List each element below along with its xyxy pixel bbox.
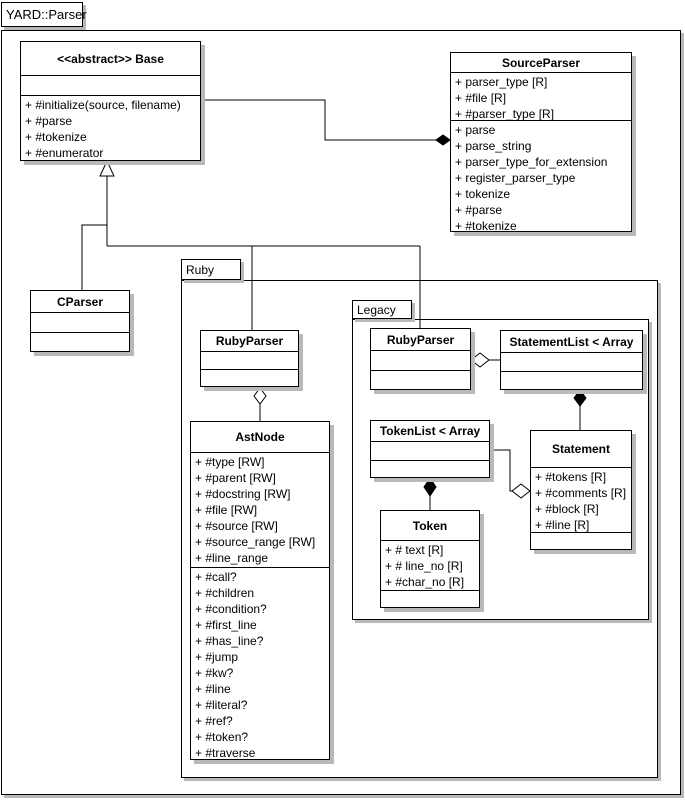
methods-compartment-statement-list (501, 372, 642, 389)
class-name-ast-node: AstNode (191, 422, 329, 453)
member-row: + #file [RW] (195, 503, 258, 517)
package-ruby-tab (181, 259, 241, 280)
member-row: + #literal? (195, 698, 248, 712)
package-legacy-tab (352, 300, 412, 319)
member-row: + #tokenize (25, 130, 87, 144)
class-name-source-parser: SourceParser (451, 53, 631, 73)
attributes-compartment-legacy-ruby-parser (371, 351, 470, 371)
class-name-c-parser: CParser (31, 291, 129, 313)
methods-compartment-statement (531, 533, 631, 549)
methods-compartment-source-parser (451, 121, 631, 231)
methods-compartment-token (381, 591, 479, 607)
package-legacy-label: Legacy (357, 302, 396, 317)
member-row: + #call? (195, 570, 237, 584)
member-row: + #kw? (195, 666, 234, 680)
member-row: + tokenize (455, 187, 511, 201)
member-row: + #file [R] (455, 91, 507, 105)
class-box-token (380, 510, 480, 608)
member-row: + parse (455, 123, 496, 137)
member-row: + #line_range (195, 551, 269, 565)
member-row: + #token? (195, 730, 249, 744)
member-row: + #traverse (195, 746, 256, 759)
member-row: + # line_no [R] (385, 559, 463, 573)
member-row: + #ref? (195, 714, 233, 728)
methods-compartment-base (21, 96, 200, 160)
member-row: + parser_type_for_extension (455, 155, 608, 169)
member-row: + #source [RW] (195, 519, 278, 533)
class-box-base (20, 41, 201, 161)
class-name-statement: Statement (531, 431, 631, 468)
methods-compartment-c-parser (31, 333, 129, 351)
attributes-compartment-source-parser (451, 73, 631, 121)
attributes-compartment-ast-node (191, 453, 329, 568)
member-row: + #block [R] (535, 502, 599, 516)
class-name-statement-list: StatementList < Array (501, 331, 642, 353)
member-row: + #type [RW] (195, 455, 265, 469)
attributes-compartment-token-list (371, 442, 489, 461)
member-row: + #parse (455, 203, 503, 217)
attributes-compartment-c-parser (31, 313, 129, 333)
member-row: + #comments [R] (535, 486, 627, 500)
class-name-ruby-ruby-parser: RubyParser (201, 331, 298, 352)
class-box-statement (530, 430, 632, 550)
member-row: + parse_string (455, 139, 532, 153)
attributes-compartment-token (381, 541, 479, 591)
member-row: + #children (195, 586, 255, 600)
member-row: + #jump (195, 650, 239, 664)
class-name-legacy-ruby-parser: RubyParser (371, 329, 470, 351)
member-row: + #line [R] (535, 518, 590, 532)
attributes-compartment-statement (531, 468, 631, 533)
member-row: + #parser_type [R] (455, 107, 555, 121)
member-row: + #char_no [R] (385, 575, 465, 589)
class-name-token-list: TokenList < Array (371, 421, 489, 442)
attributes-compartment-ruby-ruby-parser (201, 352, 298, 370)
package-ruby-label: Ruby (186, 262, 215, 277)
class-box-token-list (370, 420, 490, 478)
member-row: + #tokenize (455, 219, 517, 231)
member-row: + #source_range [RW] (195, 535, 316, 549)
diagram-title: YARD::Parser (6, 7, 87, 22)
member-row: + #has_line? (195, 634, 264, 648)
member-row: + #tokens [R] (535, 470, 607, 484)
member-row: + #condition? (195, 602, 267, 616)
member-row: + #docstring [RW] (195, 487, 291, 501)
member-row: + #line (195, 682, 231, 696)
member-row: + #parse (25, 114, 73, 128)
class-box-ast-node (190, 421, 330, 760)
member-row: + #first_line (195, 618, 257, 632)
class-box-statement-list (500, 330, 643, 390)
methods-compartment-token-list (371, 461, 489, 477)
class-box-ruby-ruby-parser (200, 330, 299, 387)
methods-compartment-ruby-ruby-parser (201, 370, 298, 386)
member-row: + register_parser_type (455, 171, 576, 185)
member-row: + #parent [RW] (195, 471, 276, 485)
methods-compartment-legacy-ruby-parser (371, 371, 470, 389)
attributes-compartment-statement-list (501, 353, 642, 372)
member-row: + #enumerator (25, 146, 104, 160)
class-box-source-parser (450, 52, 632, 232)
class-box-c-parser (30, 290, 130, 352)
diagram-title-tab (1, 2, 87, 27)
class-box-legacy-ruby-parser (370, 328, 471, 390)
methods-compartment-ast-node (191, 568, 329, 759)
class-name-base: <<abstract>> Base (21, 42, 200, 76)
member-row: + #initialize(source, filename) (25, 98, 181, 112)
attributes-compartment-base (21, 76, 200, 96)
member-row: + parser_type [R] (455, 75, 548, 89)
member-row: + # text [R] (385, 543, 444, 557)
class-name-token: Token (381, 511, 479, 541)
